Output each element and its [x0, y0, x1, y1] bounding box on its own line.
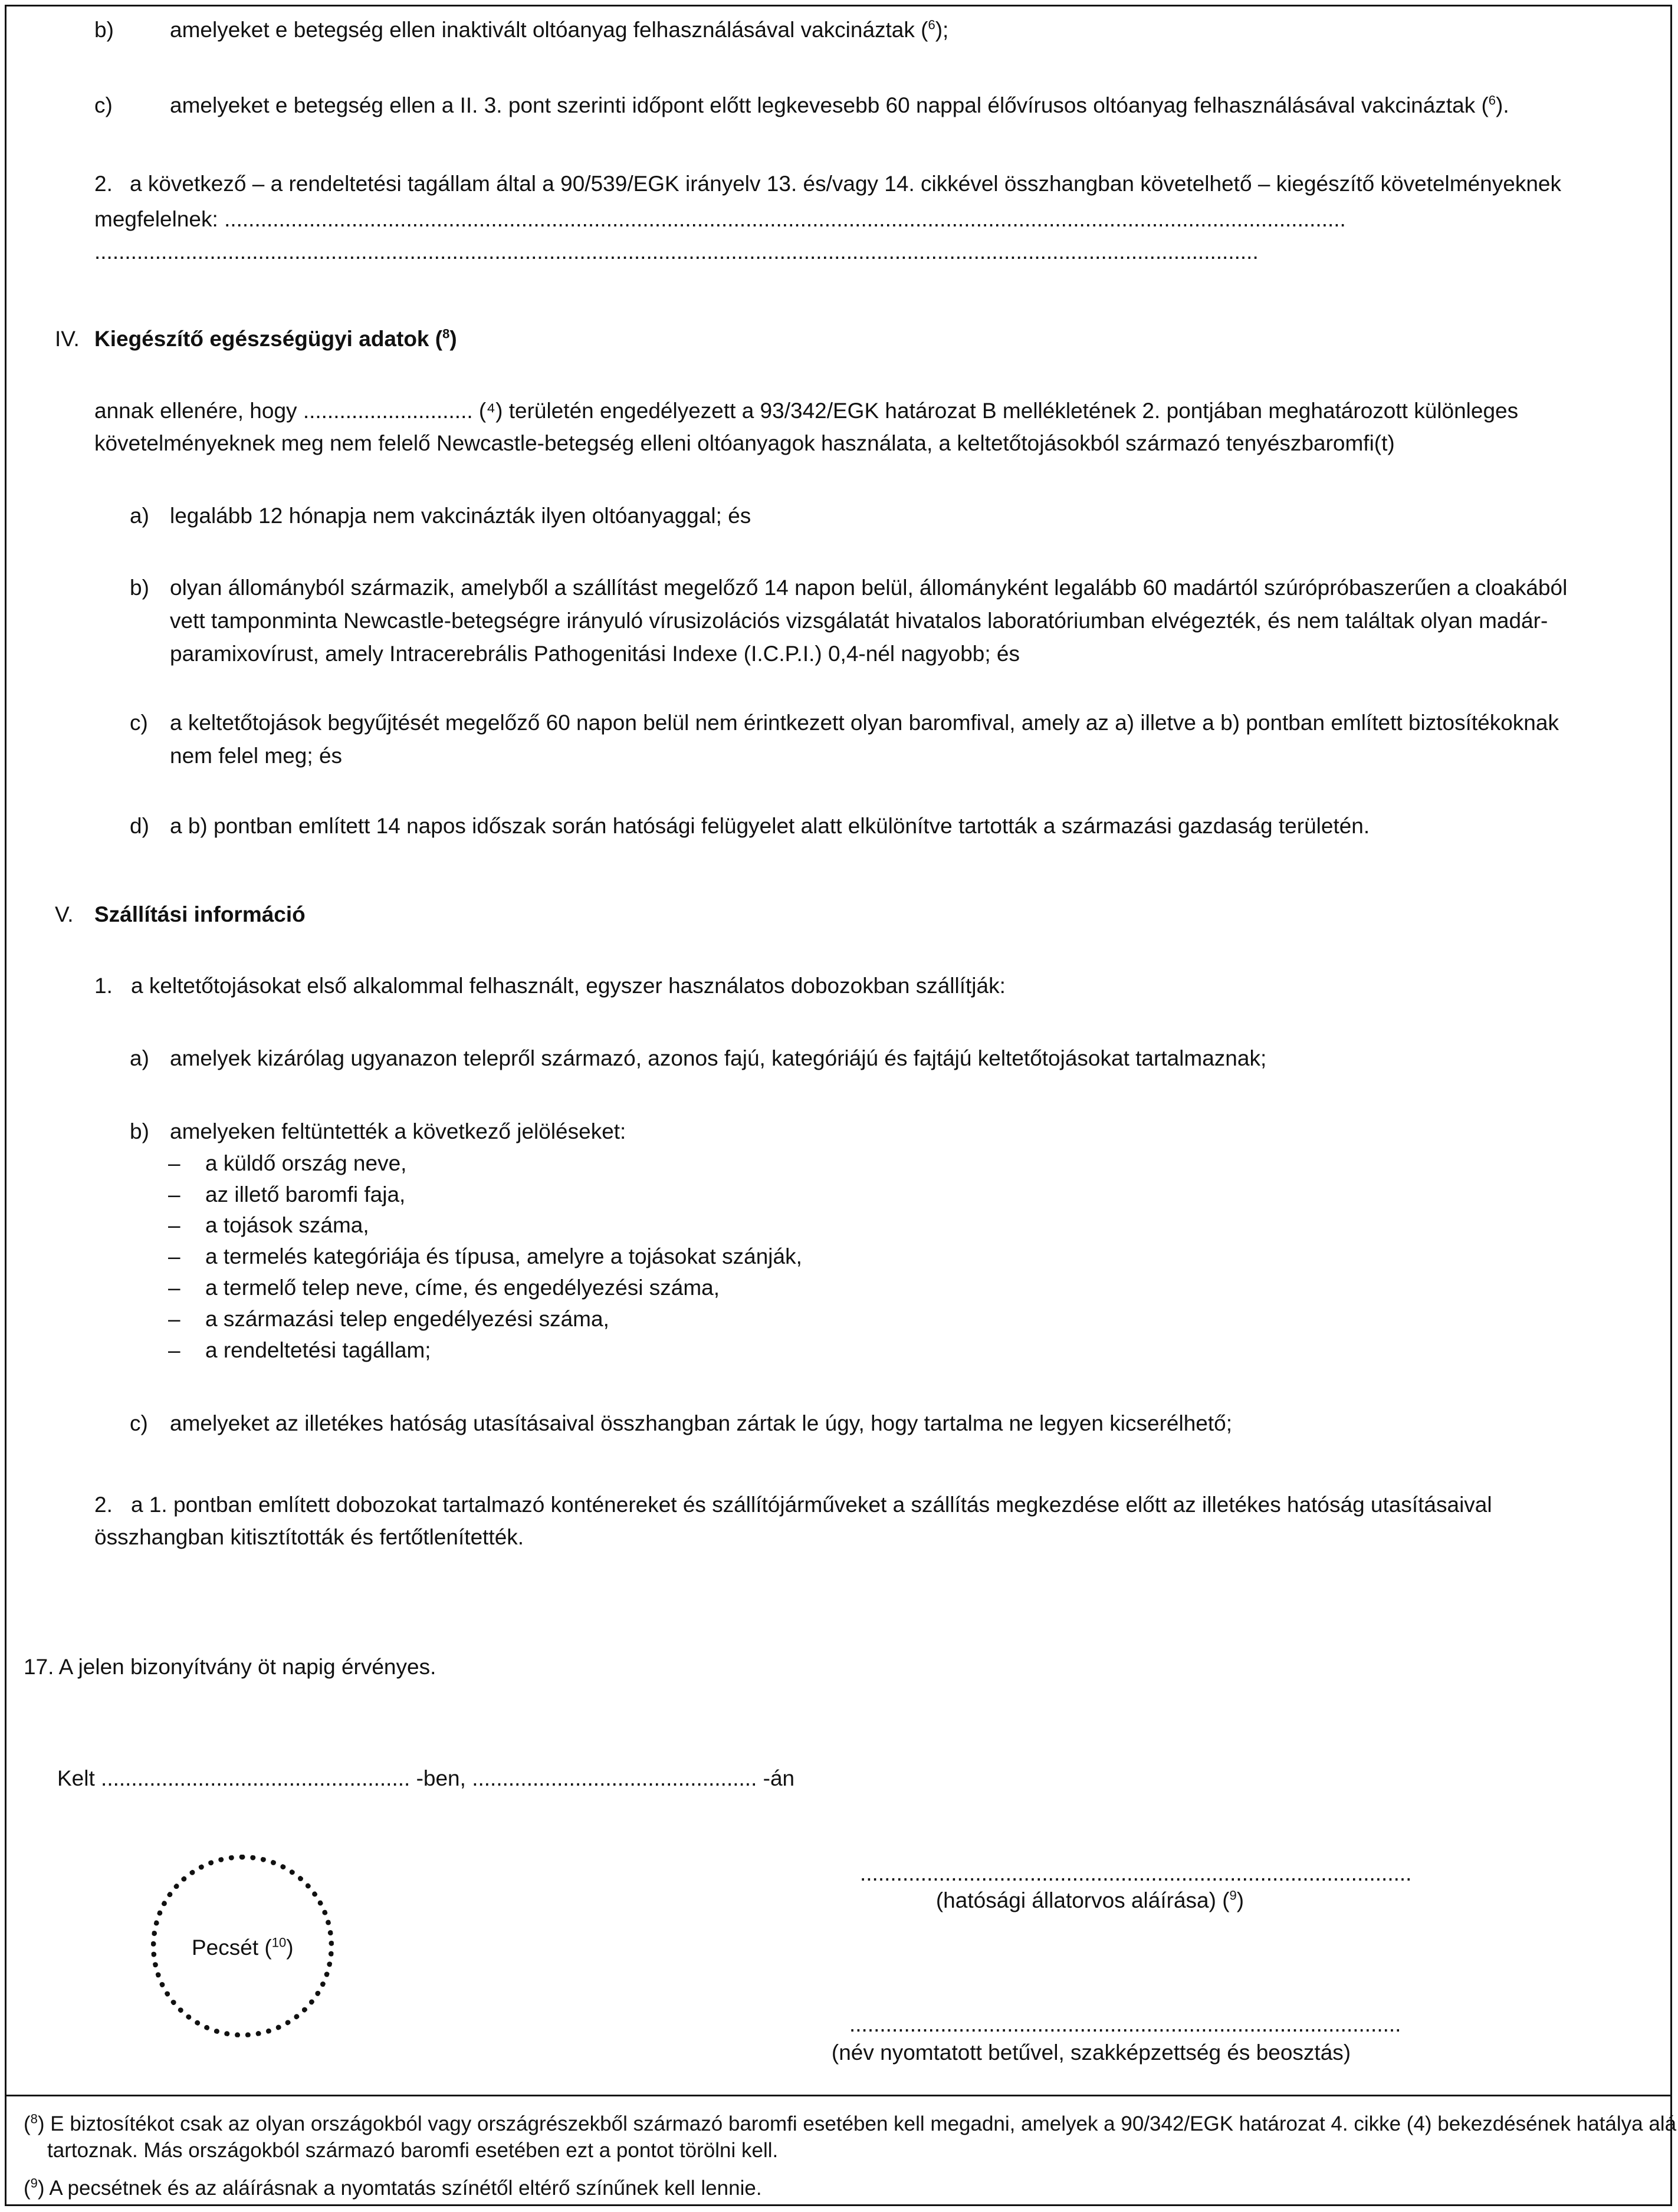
footnote-ref: 9: [1229, 1888, 1237, 1903]
text: ).: [1496, 93, 1509, 117]
text: );: [935, 18, 949, 42]
item-label: a): [130, 1046, 149, 1070]
item-label: c): [130, 711, 148, 735]
text: Pecsét (: [192, 1935, 272, 1960]
text: amelyeket e betegség ellen inaktivált oltóanyag felhasználásával vakcináztak (: [170, 18, 928, 42]
item-label: 2.: [94, 1493, 113, 1517]
sec4-item-b-line1: olyan állományból származik, amelyből a szállítást megelőző 14 napon belül, állományként legalább 60 madártól szúrópróbaszerűen a cloakából: [170, 576, 1568, 600]
sec3-item-b: [170, 13, 948, 47]
sec4-item-a: legalább 12 hónapja nem vakcinázták ilyen oltóanyaggal; és: [170, 504, 751, 528]
section-number: IV.: [55, 327, 80, 351]
footnote-ref: 9: [30, 2175, 38, 2191]
footnote-8-line2: tartoznak. Más országokból származó baromfi esetében ezt a pontot törölni kell.: [47, 2139, 779, 2162]
section-title: Szállítási információ: [94, 902, 306, 926]
item-label: a): [130, 504, 149, 528]
sec5-point1: a keltetőtojásokat első alkalommal felhasznált, egyszer használatos dobozokban szállítják:: [131, 974, 1006, 998]
sec4-item-d: a b) pontban említett 14 napos időszak során hatósági felügyelet alatt elkülönítve tartották a származási gazdaság területén.: [170, 814, 1370, 838]
item-label: c): [130, 1411, 148, 1435]
footnote-9: ($^9$) A pecsétnek és az aláírásnak a nyomtatás színétől eltérő színűnek kell lennie.: [24, 2175, 762, 2200]
sec5-item-a: amelyek kizárólag ugyanazon telepről származó, azonos fajú, kategóriájú és fajtájú keltetőtojásokat tartalmaznak;: [170, 1046, 1267, 1070]
list-item: a tojások száma,: [205, 1213, 369, 1237]
stamp-label: [192, 1931, 294, 1964]
list-dash: –: [168, 1276, 180, 1300]
sec4-item-b-line2: vett tamponminta Newcastle-betegségre irányuló vírusizolációs vizsgálatát hivatalos laboratóriumban elvégezték, és nem találtak olyan madár-: [170, 609, 1548, 633]
footnote-ref: 8: [442, 326, 450, 341]
item-label: b): [130, 1119, 149, 1143]
text: ): [1236, 1888, 1244, 1912]
text: E biztosítékot csak az olyan országokból vagy országrészekből származó baromfi esetében kell megadni, amelyek a 90/342/EGK határozat 4. cikke (4) bekezdésének hatálya alá: [50, 2112, 1677, 2135]
list-item: a rendeltetési tagállam;: [205, 1338, 431, 1362]
sec5-point2-line2: összhangban kitisztították és fertőtlenítették.: [94, 1525, 524, 1549]
list-dash: –: [168, 1244, 180, 1268]
text: (hatósági állatorvos aláírása) (: [935, 1888, 1230, 1912]
sec4-intro-line1: annak ellenére, hogy ............................ (⁴) területén engedélyezett a 93/342/EGK határozat B mellékletének 2. pontjában meghatározott különleges: [94, 399, 1519, 423]
list-item: az illető baromfi faja,: [205, 1182, 406, 1207]
list-dash: –: [168, 1182, 180, 1207]
list-dash: –: [168, 1213, 180, 1237]
sec5-point2-line1: a 1. pontban említett dobozokat tartalmazó konténereket és szállítójárműveket a szállítás megkezdése előtt az illetékes hatóság utasításaival: [131, 1493, 1492, 1517]
list-dash: –: [168, 1307, 180, 1331]
item-label: d): [130, 814, 149, 838]
list-dash: –: [168, 1151, 180, 1175]
text: ): [449, 327, 457, 351]
list-item: a termelés kategóriája és típusa, amelyre a tojásokat szánják,: [205, 1244, 802, 1268]
section-number: V.: [55, 902, 74, 926]
sec4-intro-line2: követelményeknek meg nem felelő Newcastle-betegség elleni oltóanyagok használata, a keltetőtojásokból származó tenyészbaromfi(t): [94, 431, 1395, 455]
sec3-item-c: [170, 88, 1509, 122]
item-label: 2.: [94, 172, 113, 196]
validity-statement: 17. A jelen bizonyítvány öt napig érvényes.: [24, 1655, 436, 1679]
footnote-8-line1: ($^8$) E biztosítékot csak az olyan országokból vagy országrészekből származó baromfi esetében kell megadni, amelyek a 90/342/EGK határozat 4. cikke (4) bekezdésének hatálya alá: [24, 2111, 1677, 2135]
sec4-item-c-line1: a keltetőtojások begyűjtését megelőző 60 napon belül nem érintkezett olyan baromfival, amely az a) illetve a b) pontban említett biztosítékoknak: [170, 711, 1559, 735]
footnote-ref: 6: [928, 17, 935, 32]
item-label: 1.: [94, 974, 113, 998]
item-label: b): [130, 576, 149, 600]
sec5-item-c: amelyeket az illetékes hatóság utasításaival összhangban zártak le úgy, hogy tartalma ne legyen kicserélhető;: [170, 1411, 1233, 1435]
sec5-item-b: amelyeken feltüntették a következő jelöléseket:: [170, 1119, 626, 1143]
sec3-point2-line3: ................................................................................................................................................................................................: [94, 239, 1259, 264]
signature-dots: ...........................................................................................: [860, 1861, 1412, 1885]
text: Kiegészítő egészségügyi adatok (: [94, 327, 443, 351]
section-title: [94, 322, 457, 356]
signature-label: [860, 1884, 1320, 1917]
text: amelyeket e betegség ellen a II. 3. pont szerinti időpont előtt legkevesebb 60 nappal élővírusos oltóanyag felhasználásával vakcináztak (: [170, 93, 1489, 117]
list-item: a származási telep engedélyezési száma,: [205, 1307, 609, 1331]
sec3-point2-line1: a következő – a rendeltetési tagállam által a 90/539/EGK irányelv 13. és/vagy 14. cikkével összhangban követelhető – kiegészítő követelményeknek: [130, 172, 1561, 196]
date-place-line: Kelt ................................................... -ben, ............................................... -án: [57, 1766, 795, 1790]
list-item: a küldő ország neve,: [205, 1151, 407, 1175]
name-dots: ...........................................................................................: [849, 2012, 1401, 2036]
footnote-ref: 10: [271, 1935, 287, 1950]
sec3-point2-line2: megfelelnek: .........................................................................................................................................................................................: [94, 207, 1346, 231]
footnote-ref: 8: [30, 2111, 38, 2126]
name-label: (név nyomtatott betűvel, szakképzettség és beosztás): [831, 2040, 1351, 2065]
footnote-ref: 6: [1488, 93, 1496, 108]
text: A pecsétnek és az aláírásnak a nyomtatás színétől eltérő színűnek kell lennie.: [49, 2177, 762, 2200]
text: ): [286, 1935, 294, 1960]
item-label: b): [94, 18, 114, 42]
sec4-item-b-line3: paramixovírust, amely Intracerebrális Pathogenitási Indexe (I.C.P.I.) 0,4-nél nagyobb; és: [170, 642, 1020, 666]
list-dash: –: [168, 1338, 180, 1362]
sec4-item-c-line2: nem felel meg; és: [170, 744, 343, 768]
list-item: a termelő telep neve, címe, és engedélyezési száma,: [205, 1276, 720, 1300]
item-label: c): [94, 93, 113, 117]
